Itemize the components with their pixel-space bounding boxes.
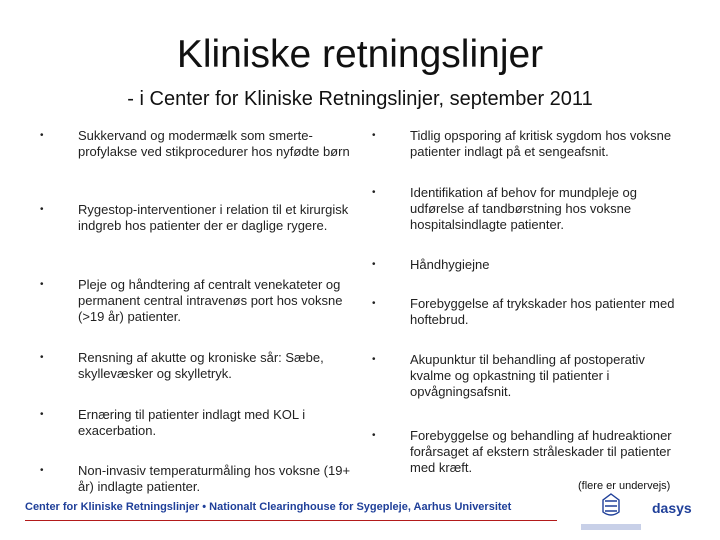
bullet-icon: • (372, 187, 376, 198)
list-item-text: Håndhygiejne (410, 257, 490, 272)
slide-subtitle: - i Center for Kliniske Retningslinjer, september 2011 (127, 88, 593, 110)
bullet-icon: • (372, 430, 376, 441)
list-item-text: Forebyggelse af trykskader hos patienter med hoftebrud. (410, 296, 675, 327)
list-item-text: Rensning af akutte og kroniske sår: Sæbe, skyllevæsker og skylletryk. (78, 350, 324, 381)
footer-text: Center for Kliniske Retningslinjer • Nationalt Clearinghouse for Sygepleje, Aarhus Universitet (25, 501, 512, 513)
bullet-icon: • (40, 204, 44, 215)
list-item-text: Akupunktur til behandling af postoperativ kvalme og opkastning til patienter i opvågningsafsnit. (410, 352, 645, 399)
list-item-text: Identifikation af behov for mundpleje og udførelse af tandbørstning hos voksne hospitalsindlagte patienter. (410, 185, 637, 232)
list-item-text: Ernæring til patienter indlagt med KOL i exacerbation. (78, 407, 306, 438)
list-item-text: Forebyggelse og behandling af hudreaktioner forårsaget af ekstern stråleskader til patienter med kræft. (410, 428, 672, 475)
dasys-logo: dasys (652, 500, 692, 516)
list-item-text: Tidlig opsporing af kritisk sygdom hos voksne patienter indlagt på et sengeafsnit. (410, 128, 672, 159)
bullet-icon: • (372, 130, 376, 141)
bullet-icon: • (372, 354, 376, 365)
bullet-icon: • (40, 352, 44, 363)
slide-title: Kliniske retningslinjer (176, 33, 544, 76)
bullet-icon: • (372, 259, 376, 270)
more-coming-note: (flere er undervejs) (578, 480, 671, 492)
bullet-icon: • (40, 279, 44, 290)
bullet-icon: • (40, 130, 44, 141)
bullet-icon: • (40, 465, 44, 476)
list-item-text: Sukkervand og modermælk som smerte-profylakse ved stikprocedurer hos nyfødte børn (78, 128, 350, 159)
bullet-icon: • (372, 298, 376, 309)
list-item-text: Pleje og håndtering af centralt venekateter og permanent central intravenøs port hos voksne (>19 år) patienter. (78, 277, 343, 324)
bullet-icon: • (40, 409, 44, 420)
list-item-text: Non-invasiv temperaturmåling hos voksne (19+ år) indlagte patienter. (78, 463, 351, 494)
list-item-text: Rygestop-interventioner i relation til et kirurgisk indgreb hos patienter der er daglige rygere. (78, 202, 349, 233)
aarhus-university-logo (575, 490, 647, 536)
footer-divider (25, 520, 557, 521)
